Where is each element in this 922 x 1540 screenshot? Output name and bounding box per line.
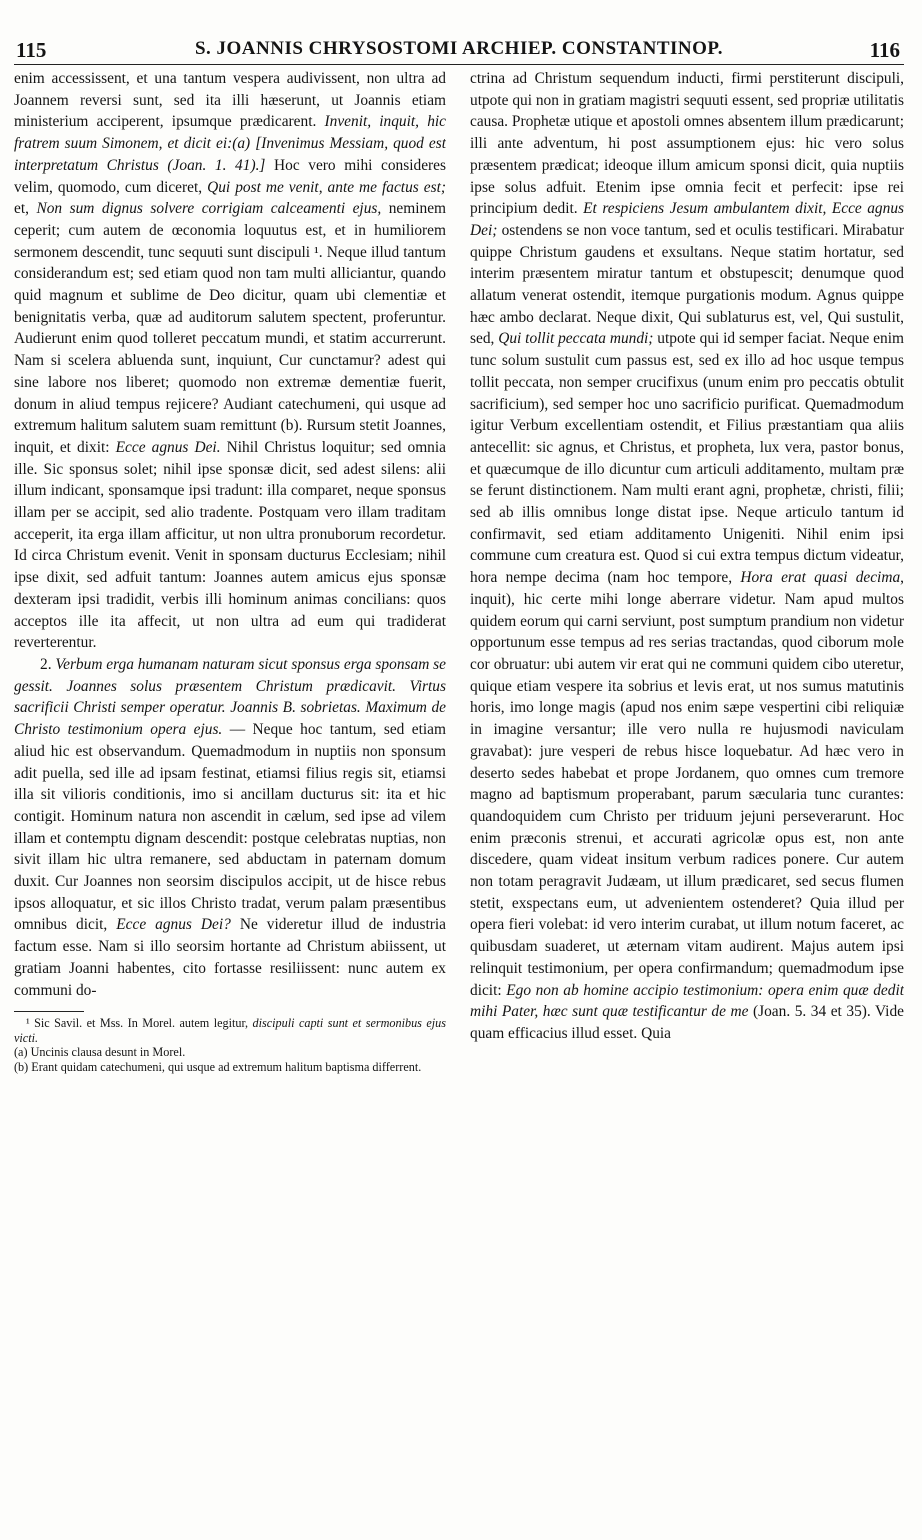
- page-number-right: 116: [869, 38, 900, 62]
- text-run: ¹ Sic Savil. et Mss. In Morel. autem legitur,: [26, 1016, 249, 1031]
- text-run: — Neque hoc tantum, sed etiam aliud hic est observandum. Quemadmodum in nuptiis non sponsum adit puella, sed ille ad ipsam festinat, etiamsi filius regis sit, etiamsi illa sit vilioris conditionis, imo si ancillam ducturus sit: ita et hic contigit. Hominum natura non ascendit in cælum, sed ipse ad vilem illam et contemptu dignam descendit: postque celebratas nuptias, non sivit illam hic ultra remanere, sed abductam in paternam domum duxit. Cur Joannes non seorsim discipulos accipit, ut de hisce rebus ipsos alloquatur, et sic illos Christo tradat, verum palam præsentibus omnibus dicit,: [14, 721, 446, 934]
- italic-run: Ecce agnus Dei.: [115, 438, 221, 456]
- footnotes: [14, 1016, 446, 1074]
- text-run: neminem ceperit; cum autem de œconomia loquutus est, et in humiliorem sermonem descendit, tunc sequuti sunt discipuli ¹. Neque illud tantum considerandum est; sed etiam quod non tam multi alliciantur, quando quid magnum et sublime de Deo dicitur, quam ubi clementiæ et benignitatis verba, quæ ad auditorum salutem spectent, proferuntur. Audierunt enim quod tolleret peccatum mundi, et statim accurrerunt. Nam si scelera abluenda sunt, inquiunt, Cur cunctamur? adest qui sine labore nos liberet; quomodo non extremæ dementiæ fuerit, donum in aliud tempus rejicere? Audiant catechumeni, qui usque ad extremum halitum salutem suam remittunt (b). Rursum stetit Joannes, inquit, et dixit:: [14, 200, 446, 456]
- italic-run: discipuli capti sunt et sermonibus ejus victi.: [14, 1016, 446, 1045]
- footnote-divider: [14, 1011, 84, 1012]
- text-run: Nihil Christus loquitur; sed omnia ille. Sic sponsus solet; nihil ipse sponsæ dicit, sed adest silens: alii illum indicant, sponsamque ipsi tradunt: illa comparet, neque sponsus illam per se accipit, sed alio tradente. Postquam vero illam traditam acceperit, ita erga illam afficitur, ut non ultra pronuborum recordetur. Id circa Christum evenit. Venit in sponsam ducturus Ecclesiam; nihil ipse dixit, sed adfuit tantum: Joannes autem amicus ejus sponsæ dexteram ipsi tradidit, verbis illi hominum animas concilians: quos acceptos ille ita affecit, ut non ultra ad eum qui tradiderat reverterentur.: [14, 438, 446, 652]
- italic-run: Qui post me venit, ante me factus est;: [207, 178, 446, 196]
- italic-run: Hora erat quasi decima: [740, 569, 901, 587]
- text-run: utpote qui id semper faciat. Neque enim tunc solum sustulit cum passus est, sed ex illo ad hoc usque tempus tollit peccata, non semper crucifixus (unum enim pro peccatis obtulit sacrificium), sed semper hoc uno sacrificio purificat. Quemadmodum igitur Verbum excellentiam ostendit, et Filius præstantiam qua aliis antecellit: sic agnus, et Christus, et propheta, lux vera, pastor bonus, et quæcumque de illo dicuntur cum articuli additamento, multam præ se ferunt distinctionem. Nam multi erant agni, prophetæ, christi, filii; sed ab illis omnibus longe distat ipse. Neque articulo tantum id confirmavit, sed etiam additamento Unigeniti. Nihil enim ipsi commune cum creatura est. Quod si cui extra tempus dictum videatur, hora nempe decima (nam hoc tempore,: [470, 330, 904, 587]
- italic-run: Ecce agnus Dei?: [116, 916, 231, 934]
- text-run: enim accessissent, et una tantum vespera audivissent, non ultra ad Joannem reversi sunt, sed ita illi hæserunt, ut Joannis etiam ministerium acciperent, ipsumque prædicarent.: [14, 70, 446, 131]
- text-run: ctrina ad Christum sequendum inducti, firmi perstiterunt discipuli, utpote qui non in gratiam magistri sequuti essent, sed propriæ utilitatis causa. Prophetæ utique et apostoli omnes absentem illum prædicarunt; illi ante adventum, hi post assumptionem ejus: hic vero solus præsentem prædicat; ideoque illum amicum sponsi dicit, quia nuptiis ipse solus adfuit. Etenim ipse omnia fecit et perfecit: ipse rei principium dedit.: [470, 70, 904, 218]
- italic-run: Invenit, inquit, hic fratrem suum Simonem, et dicit ei:(a) [Invenimus Messiam, quod est interpretatum Christus (Joan. 1. 41).]: [14, 113, 446, 174]
- text-run: Ne videretur illud de industria factum esse. Nam si illo seorsim hortante ad Christum abiissent, ut gratiam Joanni habentes, cito fortasse resiliissent: nunc autem ex communi do-: [14, 916, 446, 999]
- italic-run: Non sum dignus solvere corrigiam calceamenti ejus,: [36, 200, 382, 218]
- text-run: Hoc vero mihi consideres velim, quomodo, cum diceret,: [14, 156, 446, 196]
- text-run: (Joan. 5. 34 et 35). Vide quam efficacius illud esset. Quia: [470, 1003, 904, 1042]
- paragraph-3: [470, 68, 904, 1045]
- italic-run: Et respiciens Jesum ambulantem dixit, Ecce agnus Dei;: [470, 200, 904, 239]
- page-number-left: 115: [16, 38, 47, 62]
- text-run: ostendens se non voce tantum, sed et oculis testificari. Mirabatur quippe Christum gaudens et exsultans. Neque statim hortatur, sed interim præsentem miratur tantum et obstupescit; denumque quod allatum venerat ostendit, itemque purgationis modum. Agnus quippe hæc ambo declarat. Neque dixit, Qui sublaturus est, vel, Qui sustulit, sed,: [470, 221, 904, 348]
- italic-run: Ego non ab homine accipio testimonium: opera enim quæ dedit mihi Pater, hæc sunt quæ testificantur de me: [470, 981, 904, 1021]
- paragraph-2: [14, 654, 446, 1001]
- text-run: , inquit), hic certe mihi longe aberrare videtur. Nam apud multos quidem eorum qui carni serviunt, post sumptum prandium non videtur opportunum esse tempus ad res serias tractandas, quod ciborum mole cor obruatur: ubi autem vir erat qui ne communi quidem cibo uteretur, quique etiam vespere ita sobrius et levis erat, ut nos sumus matutinis horis, imo longe magis (apud nos enim sæpe vespertini cibi reliquiæ in imagine versantur; ille vero nulla re hujusmodi naviculam gravabat): jure vesperi de rebus hisce loquebatur. Ad hæc vero in deserto sedes habebat et prope Jordanem, quo omnes cum tremore magno ad baptismum properabant, parum sæcularia tunc curantes: quandoquidem cum Christo per triduum jejuni perseverarunt. Hoc enim præconis strenui, et accurati agricolæ opus est, non ante discedere, quam videat insitum verbum radices ponere. Cur autem non totam peragravit Judæam, ut illum prædicaret, sed secus flumen stetit, exspectans eum, ut advenientem ostenderet? Quia illud per opera fieri volebat: id vero interim curabat, ut illum notum faceret, ac quibusdam suaderet, ut æternam vitam audirent. Majus autem ipsi relinquit testimonium, per opera confirmandum; quemadmodum ipse dicit:: [470, 569, 904, 999]
- footnote-a: (a) Uncinis clausa desunt in Morel.: [14, 1045, 186, 1060]
- left-column: [14, 68, 446, 1532]
- right-column: [470, 68, 904, 1532]
- running-title: S. JOANNIS CHRYSOSTOMI ARCHIEP. CONSTANTINOP.: [194, 38, 724, 59]
- footnote-b: (b) Erant quidam catechumeni, qui usque ad extremum halitum baptisma differrent.: [14, 1060, 422, 1075]
- section-number: 2.: [40, 655, 52, 673]
- section-summary: Verbum erga humanam naturam sicut sponsus erga sponsam se gessit. Joannes solus præsentem Christum prædicavit. Virtus sacrificii Christi semper operatur. Joannis B. sobrietas. Maximum de Christo testimonium opera ejus.: [14, 655, 446, 739]
- running-header: [14, 38, 904, 65]
- italic-run: Qui tollit peccata mundi;: [498, 330, 654, 348]
- footnote-1: [14, 1016, 446, 1045]
- text-run: et,: [14, 200, 29, 218]
- paragraph-1: [14, 68, 446, 654]
